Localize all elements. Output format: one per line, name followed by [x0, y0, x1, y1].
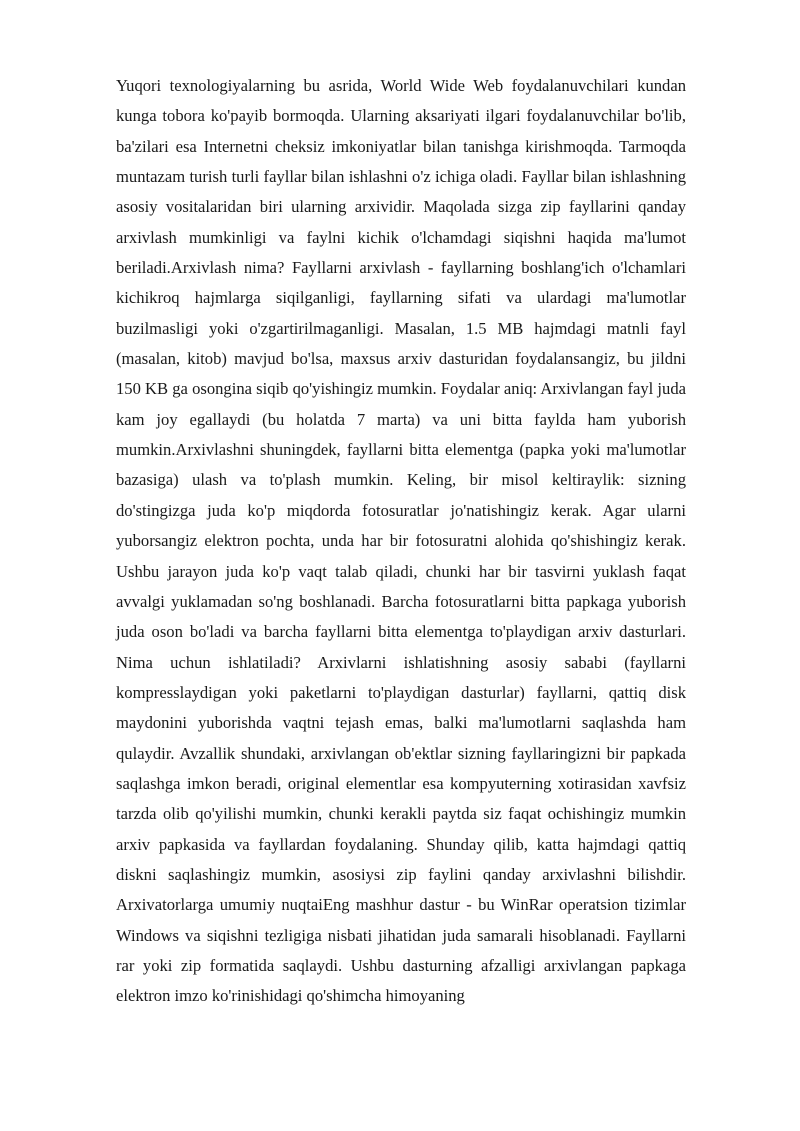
body-paragraph: Yuqori texnologiyalarning bu asrida, World Wide Web foydalanuvchilari kundan kunga tobora ko'payib bormoqda. Ularning aksariyati ilgari foydalanuvchilar bo'lib, ba'zilari esa Internetni cheksiz imkoniyatlar bilan tanishga kirishmoqda. Tarmoqda muntazam turish turli fayllar bilan ishlashni o'z ichiga oladi. Fayllar bilan ishlashning asosiy vositalaridan biri ularning arxividir. Maqolada sizga zip fayllarini qanday arxivlash mumkinligi va faylni kichik o'lchamdagi siqishni haqida ma'lumot beriladi.Arxivlash nima? Fayllarni arxivlash - fayllarning boshlang'ich o'lchamlari kichikroq hajmlarga siqilganligi, fayllarning sifati va ulardagi ma'lumotlar buzilmasligi yoki o'zgartirilmaganligi. Masalan, 1.5 MB hajmdagi matnli fayl (masalan, kitob) mavjud bo'lsa, maxsus arxiv dasturidan foydalansangiz, bu jildni 150 KB ga osongina siqib qo'yishingiz mumkin. Foydalar aniq: Arxivlangan fayl juda kam joy egallaydi (bu holatda 7 marta) va uni bitta faylda ham yuborish mumkin.Arxivlashni shuningdek, fayllarni bitta elementga (papka yoki ma'lumotlar bazasiga) ulash va to'plash mumkin. Keling, bir misol keltiraylik: sizning do'stingizga juda ko'p miqdorda fotosuratlar jo'natishingiz kerak. Agar ularni yuborsangiz elektron pochta, unda har bir fotosuratni alohida qo'shishingiz kerak. Ushbu jarayon juda ko'p vaqt talab qiladi, chunki har bir tasvirni yuklash faqat avvalgi yuklamadan so'ng boshlanadi. Barcha fotosuratlarni bitta papkaga yuborish juda oson bo'ladi va barcha fayllarni bitta elementga to'playdigan arxiv dasturlari. Nima uchun ishlatiladi? Arxivlarni ishlatishning asosiy sababi (fayllarni kompresslaydigan yoki paketlarni to'playdigan dasturlar) fayllarni, qattiq disk maydonini yuborishda vaqtni tejash emas, balki ma'lumotlarni saqlashda ham qulaydir. Avzallik shundaki, arxivlangan ob'ektlar sizning fayllaringizni bir papkada saqlashga imkon beradi, original elementlar esa kompyuterning xotirasidan xavfsiz tarzda olib qo'yilishi mumkin, chunki kerakli paytda siz faqat ochishingiz mumkin arxiv papkasida va fayllardan foydalaning. Shunday qilib, katta hajmdagi qattiq diskni saqlashingiz mumkin, asosiysi zip faylini qanday arxivlashni bilishdir. Arxivatorlarga umumiy nuqtaiEng mashhur dastur - bu WinRar operatsion tizimlar Windows va siqishni tezligiga nisbati jihatidan juda samarali hisoblanadi. Fayllarni rar yoki zip formatida saqlaydi. Ushbu dasturning afzalligi arxivlangan papkaga elektron imzo ko'rinishidagi qo'shimcha himoyaning: [116, 76, 686, 1006]
